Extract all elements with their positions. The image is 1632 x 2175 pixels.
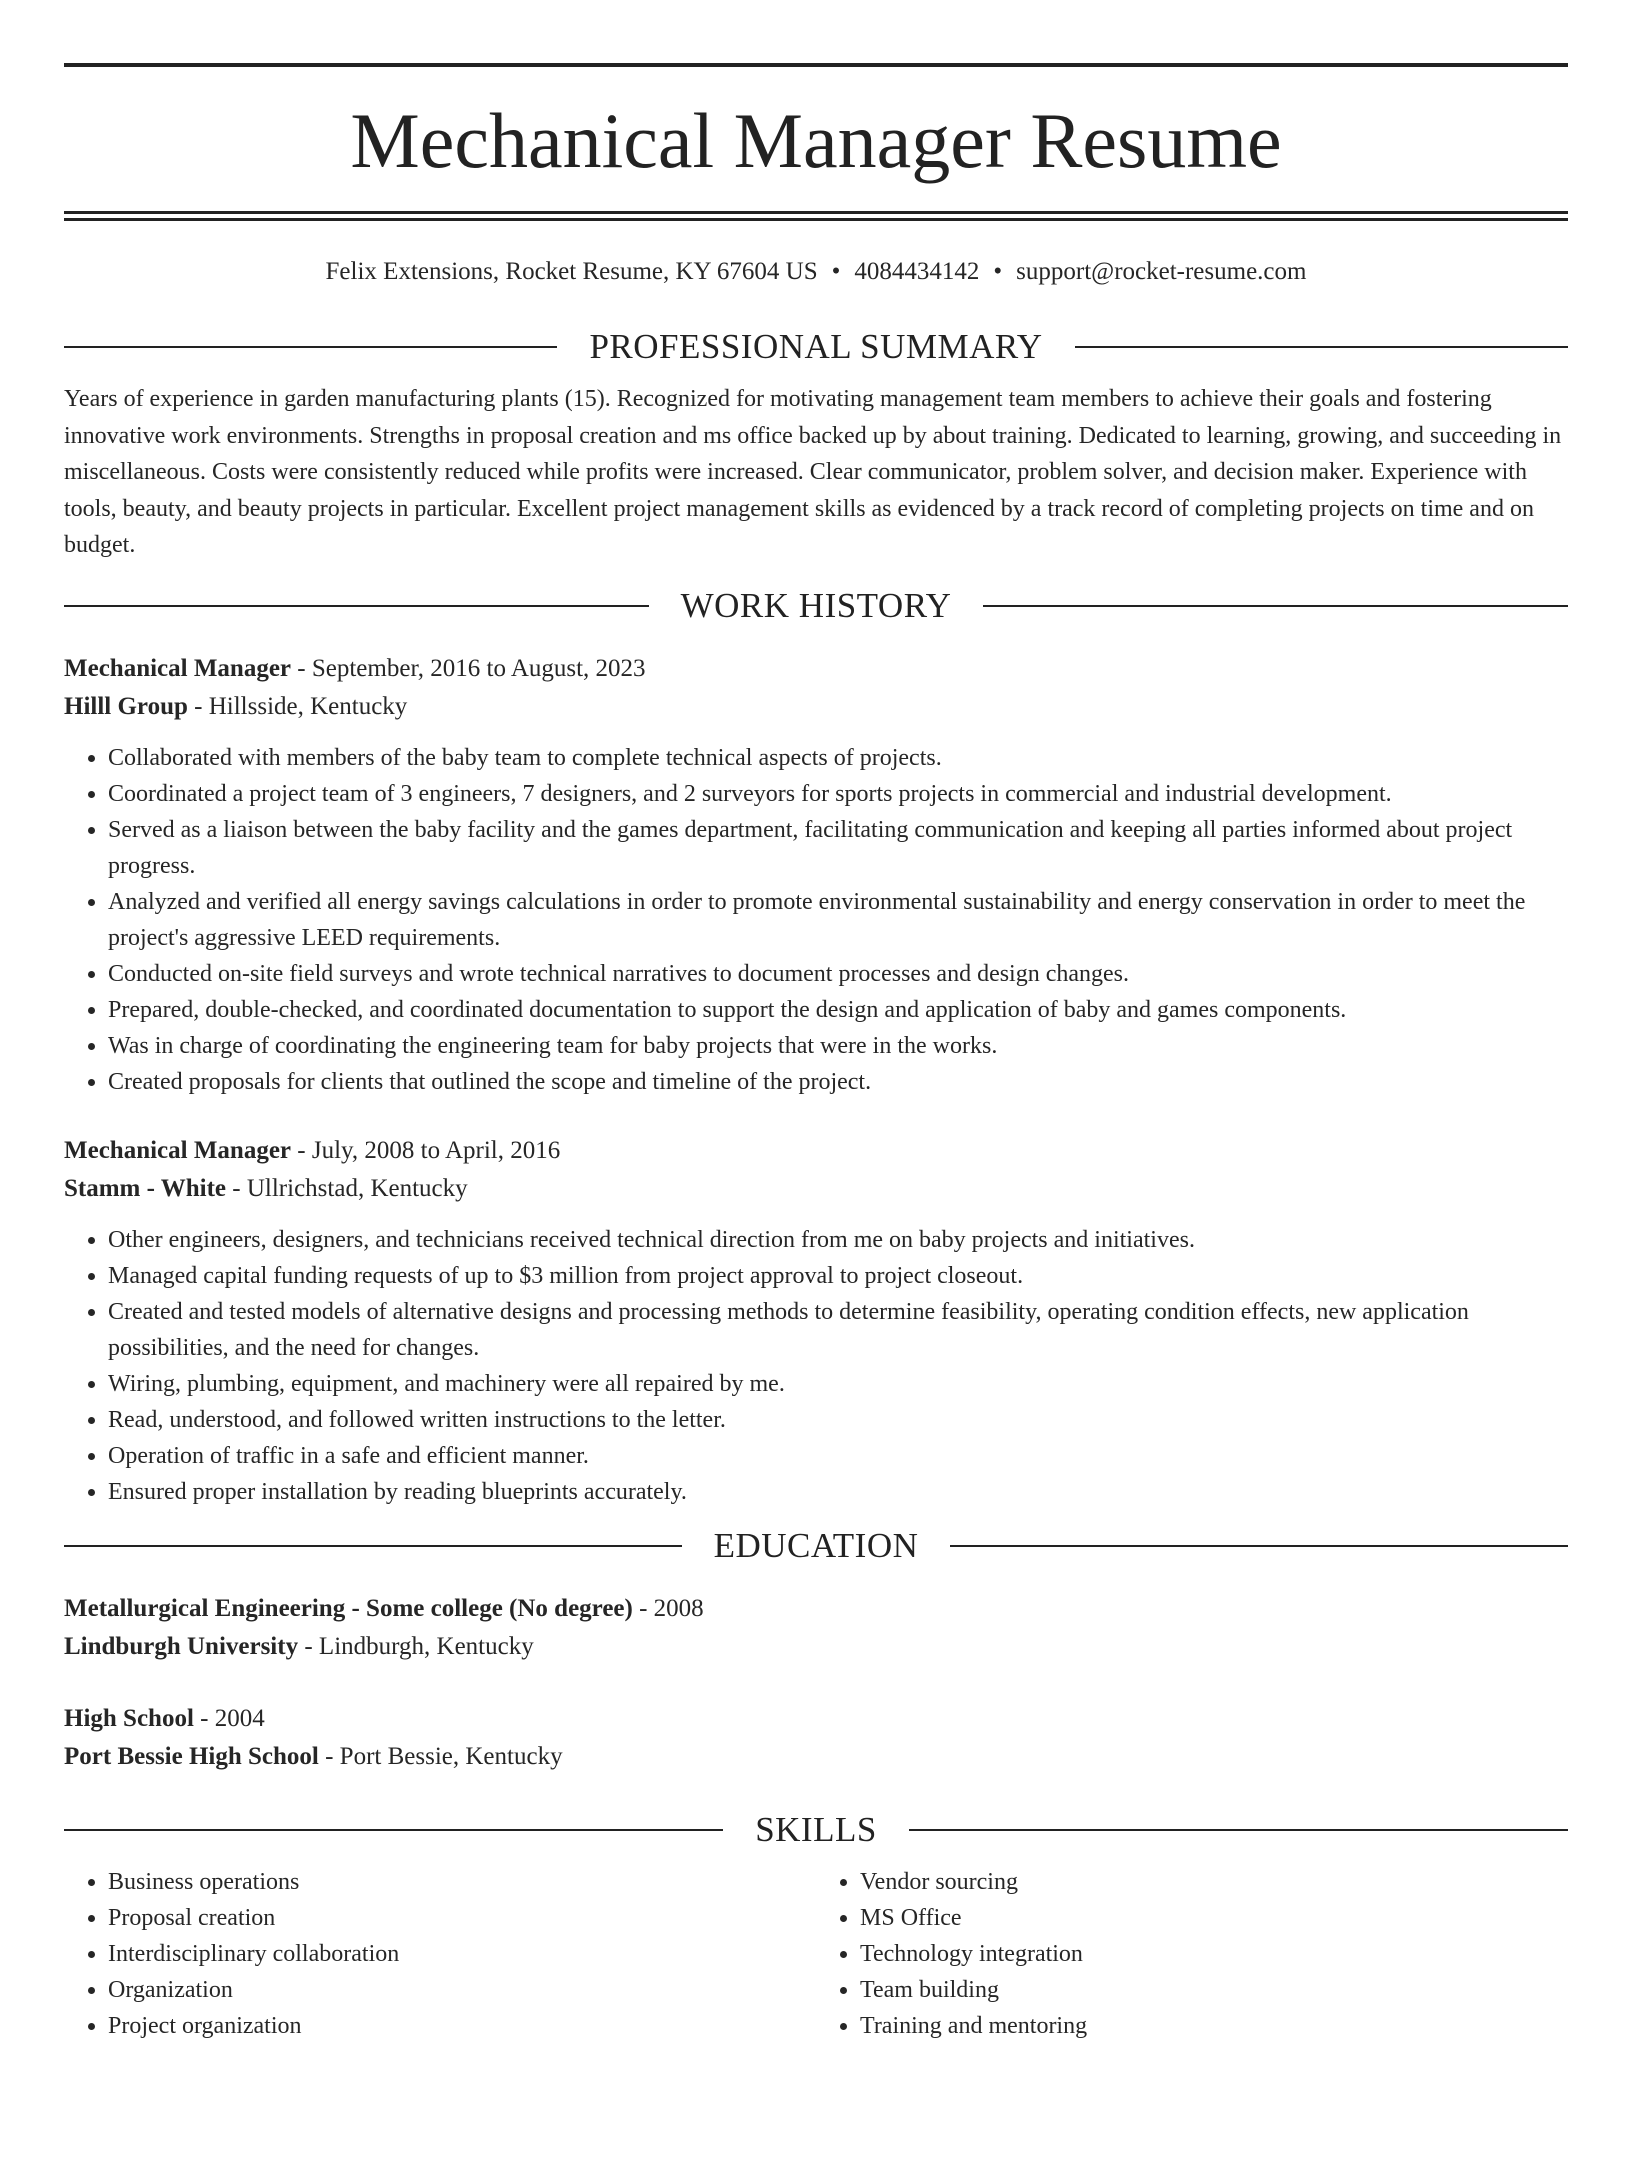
- skill-item: • Proposal creation: [108, 1900, 816, 1936]
- education-school: Port Bessie High School: [64, 1742, 319, 1770]
- education-location: - Port Bessie, Kentucky: [318, 1742, 563, 1770]
- education-school-line: [64, 1628, 1568, 1666]
- heading-rule-right: [950, 1545, 1568, 1547]
- skills-heading-label: SKILLS: [755, 1809, 877, 1849]
- job-company: Stamm - White: [64, 1174, 227, 1202]
- contact-separator: •: [993, 258, 1003, 285]
- job-bullet: • Coordinated a project team of 3 engineers, 7 designers, and 2 surveyors for sports projects in commercial and industrial development.: [108, 776, 1568, 812]
- job-location: - Hillsside, Kentucky: [187, 692, 408, 720]
- job-entry: [64, 650, 1568, 1100]
- contact-address: Felix Extensions, Rocket Resume, KY 67604 US: [325, 258, 818, 285]
- education-degree-line: [64, 1700, 1568, 1738]
- summary-text: Years of experience in garden manufacturing plants (15). Recognized for motivating management team members to achieve their goals and fostering innovative work environments. Strengths in proposal creation and ms office backed up by about training. Dedicated to learning, growing, and succeeding in miscellaneous. Costs were consistently reduced while profits were increased. Clear communicator, problem solver, and decision maker. Experience with tools, beauty, and beauty projects in particular. Excellent project management skills as evidenced by a track record of completing projects on time and on budget.: [64, 386, 1562, 558]
- education-degree: High School: [64, 1704, 194, 1732]
- skill-item: • Business operations: [108, 1864, 816, 1900]
- job-bullet: • Collaborated with members of the baby team to complete technical aspects of projects.: [108, 740, 1568, 776]
- heading-rule-left: [64, 1829, 723, 1831]
- job-company-line: [64, 1170, 1568, 1208]
- education-year: - 2004: [193, 1704, 265, 1732]
- job-bullet: • Managed capital funding requests of up to $3 million from project approval to project closeout.: [108, 1258, 1568, 1294]
- job-bullet: • Operation of traffic in a safe and efficient manner.: [108, 1438, 1568, 1474]
- job-dates: - July, 2008 to April, 2016: [291, 1136, 561, 1164]
- work-heading-label: WORK HISTORY: [680, 585, 952, 625]
- top-rule: [64, 63, 1568, 67]
- job-title: Mechanical Manager: [64, 1136, 292, 1164]
- heading-rule-left: [64, 1545, 682, 1547]
- job-company: Hilll Group: [64, 692, 188, 720]
- job-dates: - September, 2016 to August, 2023: [291, 654, 646, 682]
- job-bullet: • Created and tested models of alternative designs and processing methods to determine feasibility, operating condition effects, new application possibilities, and the need for changes.: [108, 1294, 1568, 1366]
- job-bullet: • Read, understood, and followed written instructions to the letter.: [108, 1402, 1568, 1438]
- job-bullet: • Conducted on-site field surveys and wrote technical narratives to document processes and design changes.: [108, 956, 1568, 992]
- job-bullet: • Was in charge of coordinating the engineering team for baby projects that were in the works.: [108, 1028, 1568, 1064]
- summary-heading-label: PROFESSIONAL SUMMARY: [589, 327, 1043, 366]
- education-location: - Lindburgh, Kentucky: [298, 1632, 534, 1660]
- job-bullet: • Served as a liaison between the baby facility and the games department, facilitating communication and keeping all parties informed about project progress.: [108, 812, 1568, 884]
- skill-item: • Technology integration: [860, 1936, 1568, 1972]
- education-school-line: [64, 1738, 1568, 1776]
- job-entry: [64, 1132, 1568, 1510]
- skill-item: • Project organization: [108, 2008, 816, 2044]
- education-school: Lindburgh University: [64, 1632, 299, 1660]
- skill-item: • Training and mentoring: [860, 2008, 1568, 2044]
- job-bullet: • Prepared, double-checked, and coordinated documentation to support the design and application of baby and games components.: [108, 992, 1568, 1028]
- heading-rule-left: [64, 346, 557, 348]
- skill-item: • Interdisciplinary collaboration: [108, 1936, 816, 1972]
- skills-list: [64, 1864, 1568, 2044]
- job-location: - Ullrichstad, Kentucky: [226, 1174, 468, 1202]
- education-year: - 2008: [632, 1594, 704, 1622]
- heading-rule-left: [64, 605, 649, 607]
- job-bullets: [64, 740, 1568, 1100]
- title-double-rule: [64, 211, 1568, 221]
- education-degree: Metallurgical Engineering - Some college (No degree): [64, 1594, 633, 1622]
- skills-column-left: [64, 1864, 816, 2044]
- skills-section-heading: [64, 1810, 1568, 1850]
- job-bullet: • Created proposals for clients that outlined the scope and timeline of the project.: [108, 1064, 1568, 1100]
- resume-page: [0, 63, 1632, 2175]
- education-degree-line: [64, 1590, 1568, 1628]
- job-bullets: [64, 1222, 1568, 1510]
- skill-item: • MS Office: [860, 1900, 1568, 1936]
- contact-separator: •: [831, 258, 841, 285]
- skills-column-right: [816, 1864, 1568, 2044]
- education-entry: [64, 1590, 1568, 1666]
- job-company-line: [64, 688, 1568, 726]
- heading-rule-right: [983, 605, 1568, 607]
- summary-section-heading: [64, 327, 1568, 367]
- job-title: Mechanical Manager: [64, 654, 292, 682]
- job-title-line: [64, 650, 1568, 688]
- skill-item: • Team building: [860, 1972, 1568, 2008]
- contact-line: [64, 257, 1568, 287]
- contact-phone: 4084434142: [854, 258, 980, 285]
- page-title: Mechanical Manager Resume: [350, 97, 1282, 184]
- contact-email: support@rocket-resume.com: [1016, 258, 1307, 285]
- job-bullet: • Ensured proper installation by reading blueprints accurately.: [108, 1474, 1568, 1510]
- skill-item: • Vendor sourcing: [860, 1864, 1568, 1900]
- job-title-line: [64, 1132, 1568, 1170]
- heading-rule-right: [909, 1829, 1568, 1831]
- education-entry: [64, 1700, 1568, 1776]
- job-bullet: • Other engineers, designers, and technicians received technical direction from me on baby projects and initiatives.: [108, 1222, 1568, 1258]
- education-heading-label: EDUCATION: [713, 1525, 919, 1565]
- skill-item: • Organization: [108, 1972, 816, 2008]
- work-section-heading: [64, 586, 1568, 626]
- heading-rule-right: [1075, 346, 1568, 348]
- job-bullet: • Wiring, plumbing, equipment, and machinery were all repaired by me.: [108, 1366, 1568, 1402]
- job-bullet: • Analyzed and verified all energy savings calculations in order to promote environmental sustainability and energy conservation in order to meet the project's aggressive LEED requirements.: [108, 884, 1568, 956]
- education-section-heading: [64, 1526, 1568, 1566]
